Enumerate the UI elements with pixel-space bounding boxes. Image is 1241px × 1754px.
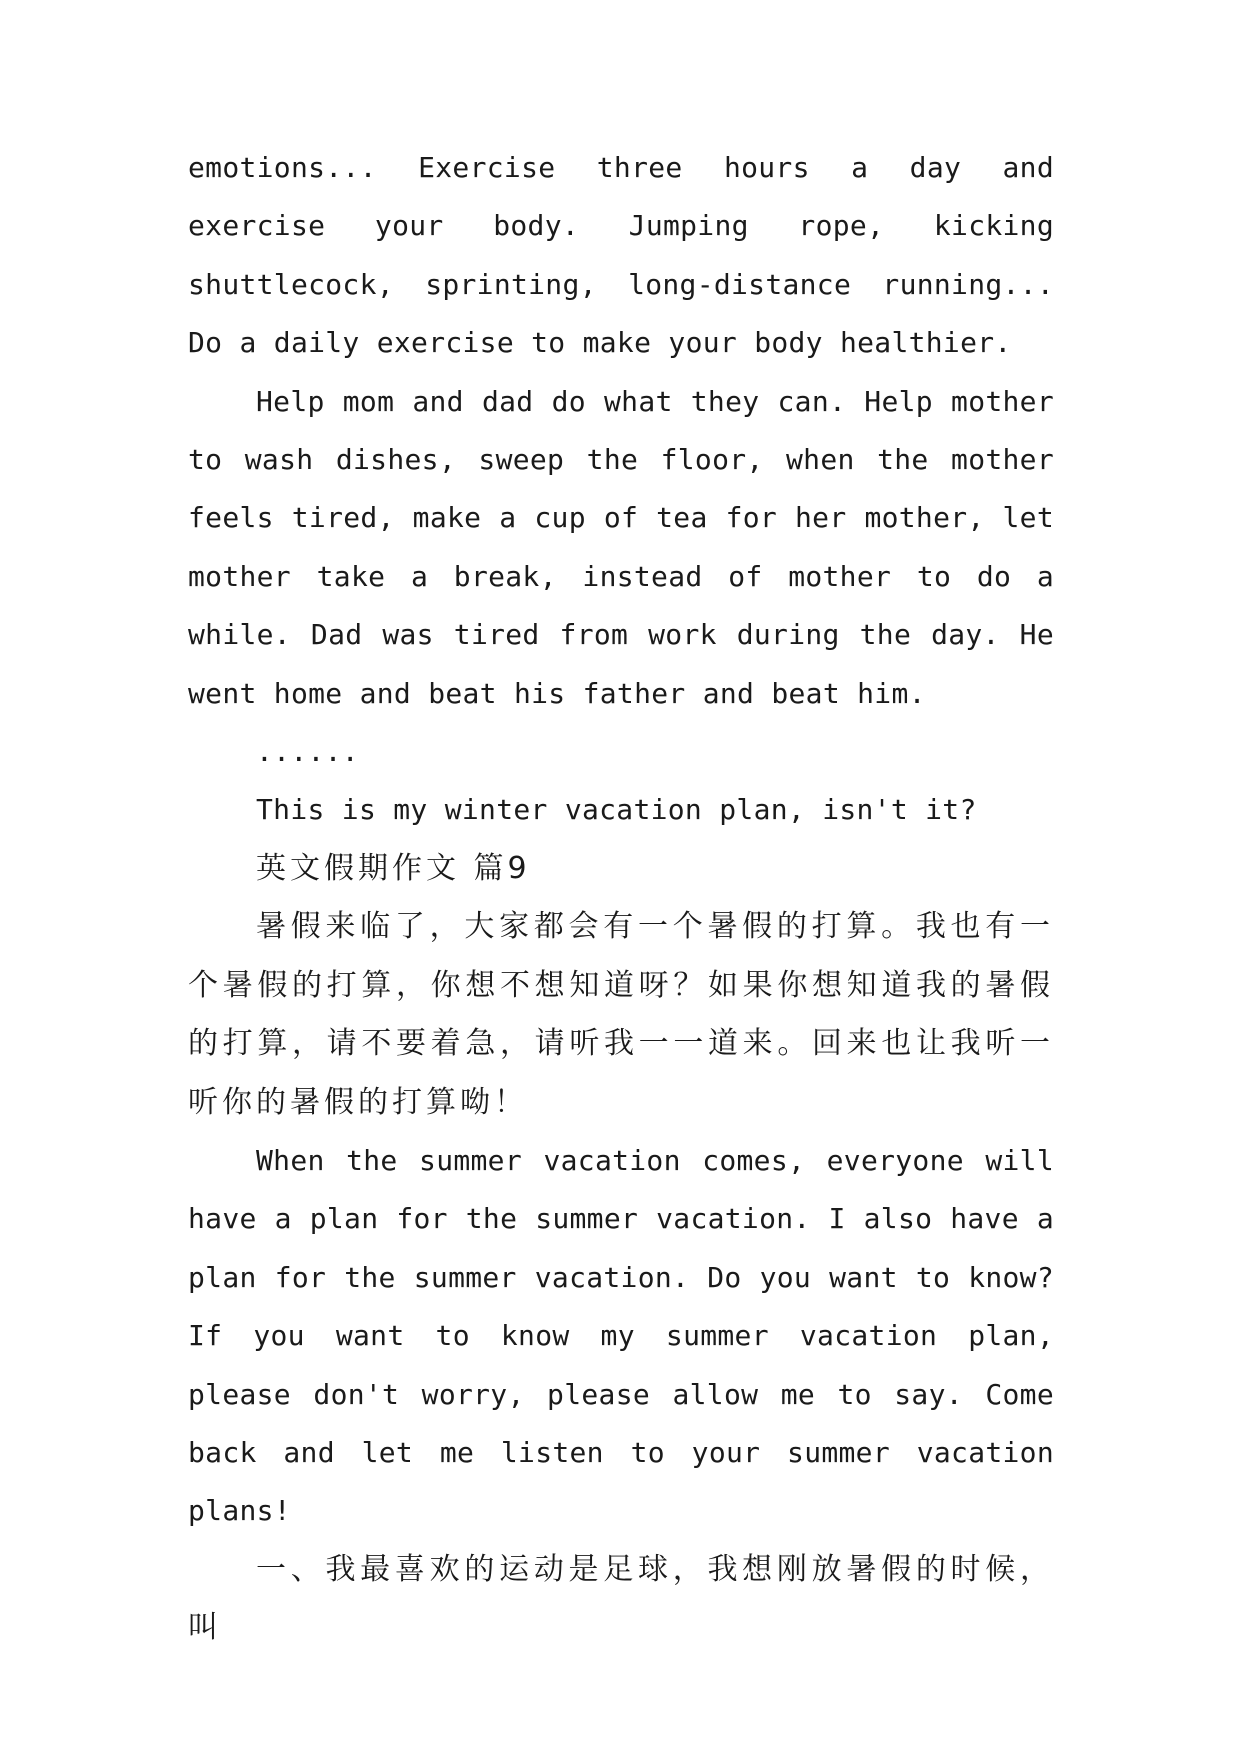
section-heading: 英文假期作文 篇9 [256, 850, 531, 886]
paragraph-help-parents: Help mom and dad do what they can. Help mother to wash dishes, sweep the floor, when the mother feels tired, make a cup of tea for her mother, let mother take a break, instead of mother to do a while. Dad was tired from work during the day. He went home and beat his father and beat him. [188, 384, 1054, 710]
paragraph-chinese-item-one: 一、我最喜欢的运动是足球，我想刚放暑假的时候，叫 [188, 1551, 1054, 1646]
paragraph-exercise: emotions... Exercise three hours a day and exercise your body. Jumping rope, kicking shuttlecock, sprinting, long-distance running... Do a daily exercise to make your body healthier. [188, 151, 1054, 360]
paragraph-english-intro: When the summer vacation comes, everyone will have a plan for the summer vacation. I also have a plan for the summer vacation. Do you want to know? If you want to know my summer vacation plan, please don't worry, please allow me to say. Come back and let me listen to your summer vacation plans! [188, 1143, 1054, 1528]
document-body [188, 139, 1054, 1658]
paragraph-conclusion: This is my winter vacation plan, isn't it? [256, 793, 977, 827]
paragraph-ellipsis: ...... [256, 735, 359, 769]
paragraph-chinese-intro: 暑假来临了，大家都会有一个暑假的打算。我也有一个暑假的打算，你想不想知道呀？如果你想知道我的暑假的打算，请不要着急，请听我一一道来。回来也让我听一听你的暑假的打算呦！ [188, 909, 1054, 1120]
